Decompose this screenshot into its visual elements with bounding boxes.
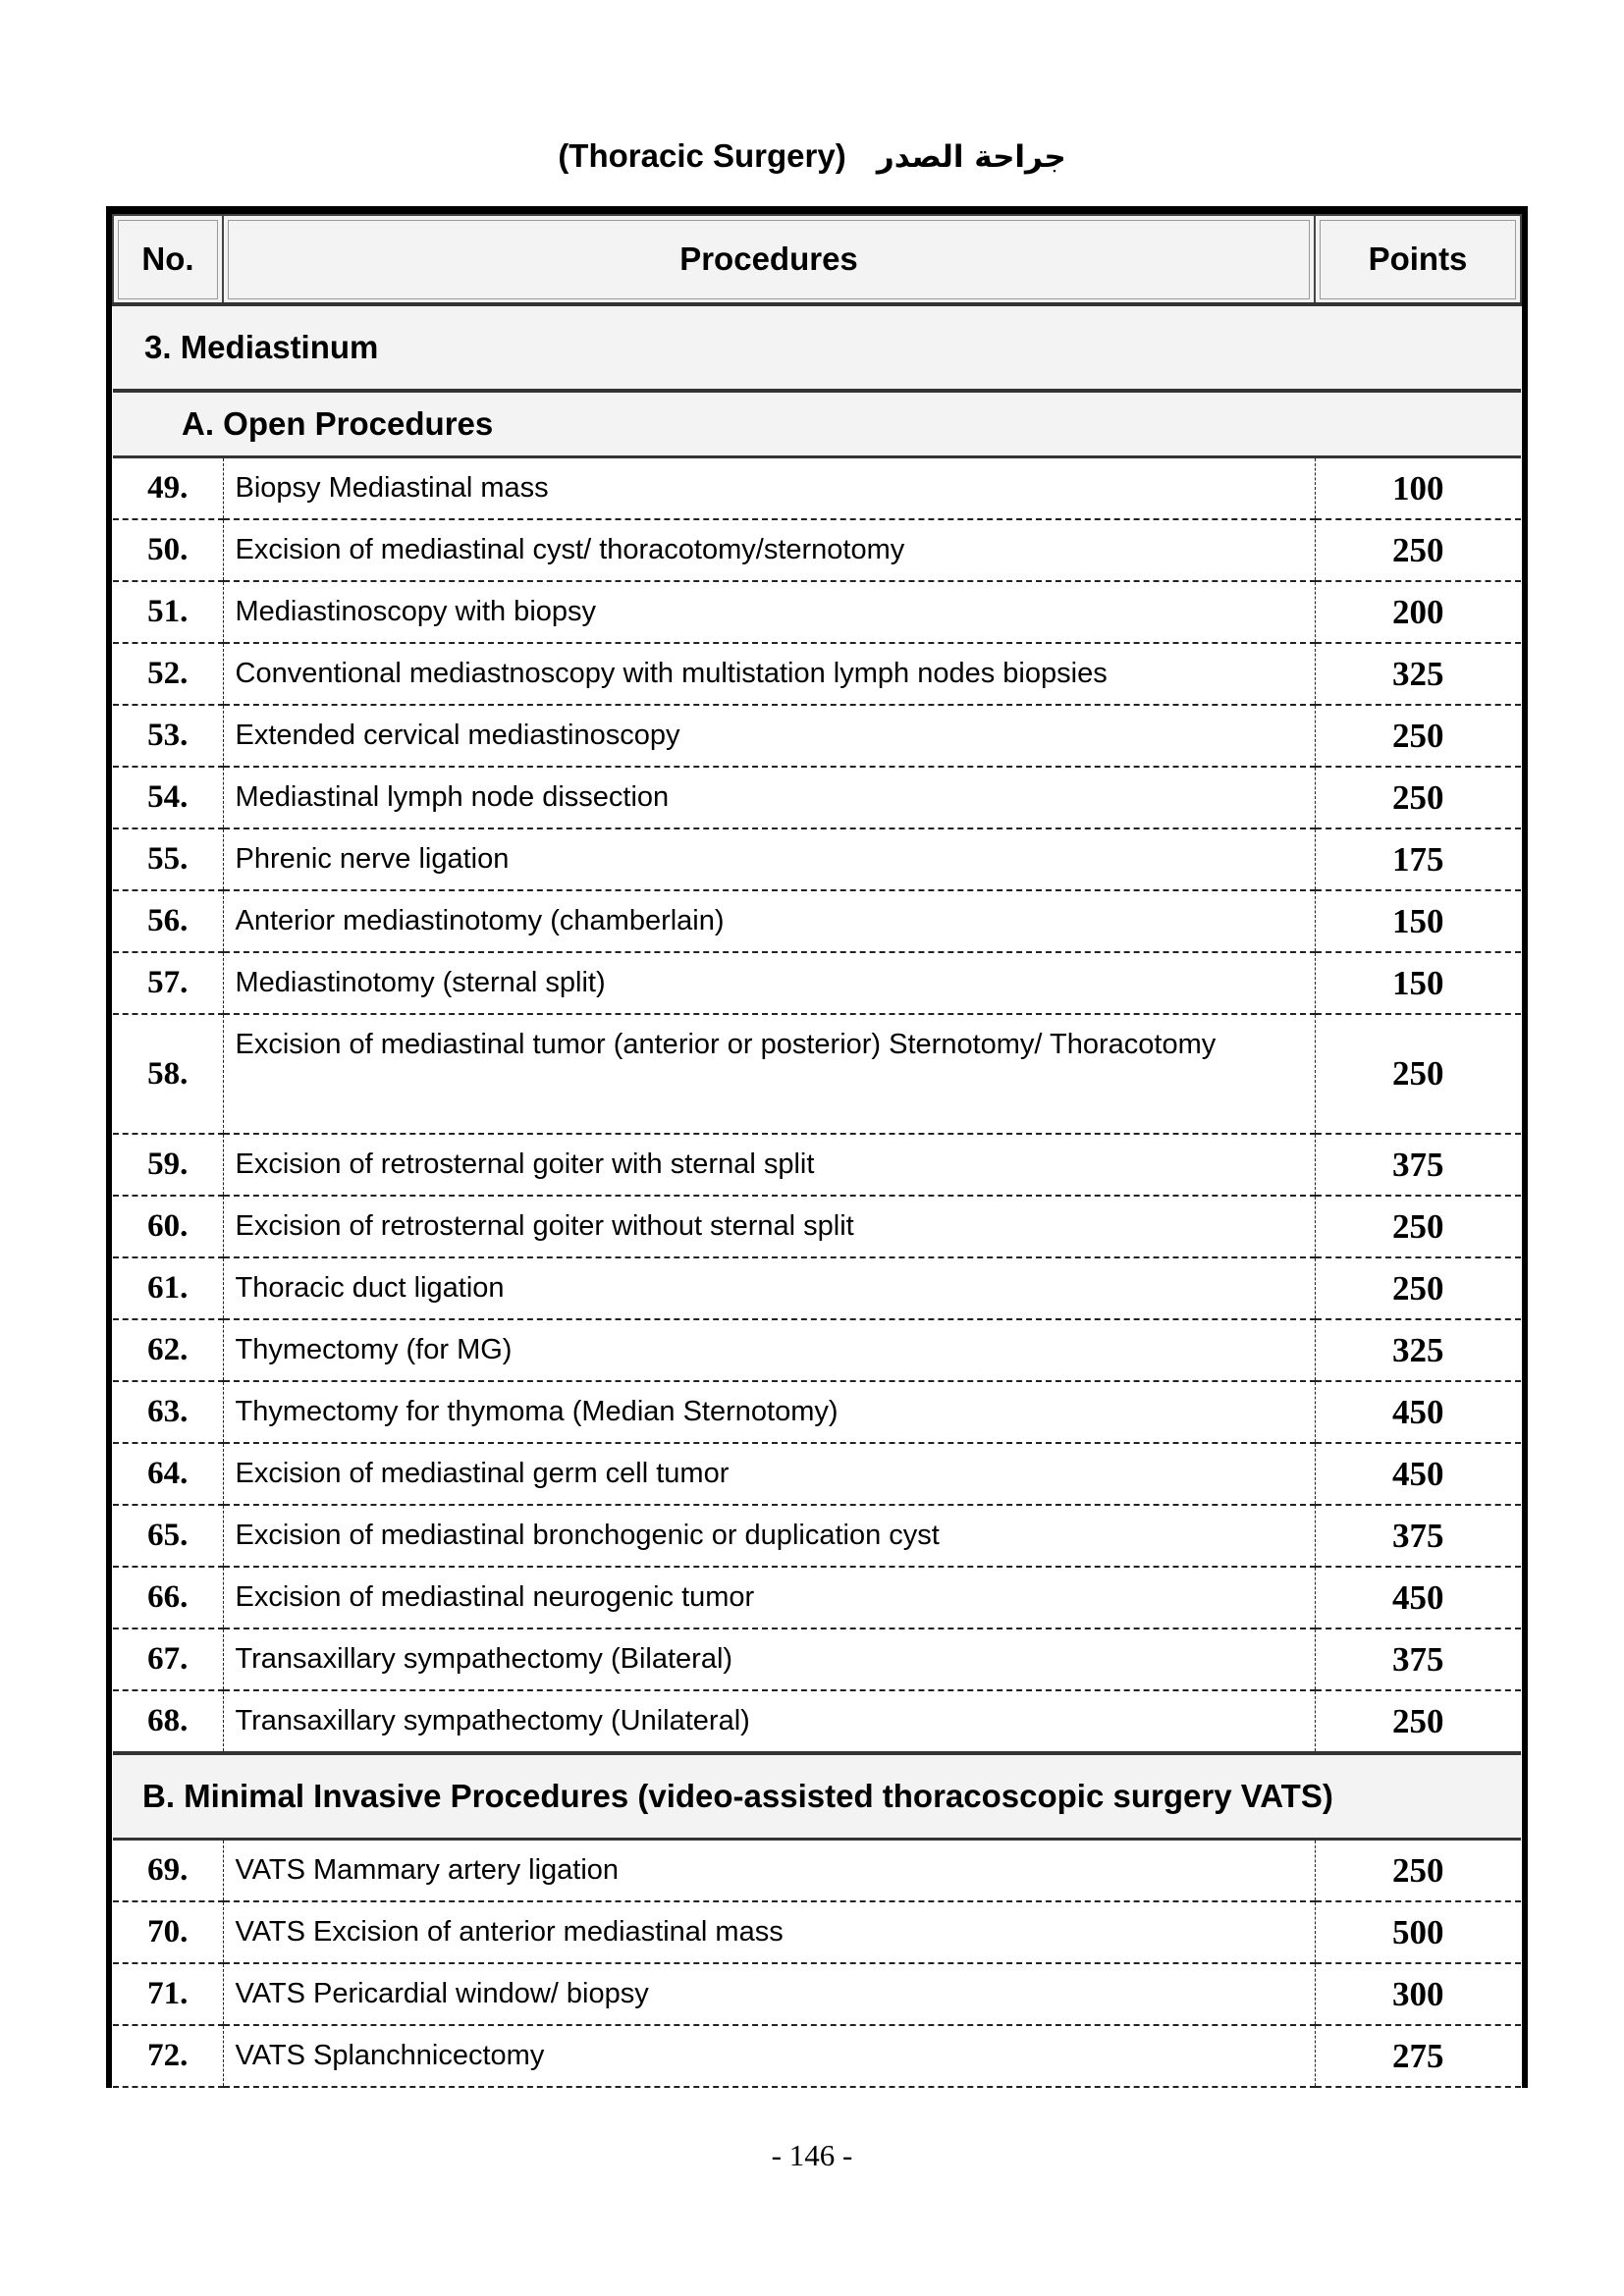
table-row bbox=[113, 1134, 1521, 1196]
row-number: 55. bbox=[113, 828, 223, 890]
procedure-name: Biopsy Mediastinal mass bbox=[223, 457, 1315, 520]
table-row bbox=[113, 828, 1521, 890]
procedure-points: 375 bbox=[1315, 1134, 1521, 1196]
procedure-points: 250 bbox=[1315, 519, 1521, 581]
procedure-name: Extended cervical mediastinoscopy bbox=[223, 705, 1315, 767]
procedure-name: Thymectomy for thymoma (Median Sternotomy) bbox=[223, 1381, 1315, 1443]
row-number: 68. bbox=[113, 1690, 223, 1753]
procedure-points: 375 bbox=[1315, 1629, 1521, 1690]
row-number: 57. bbox=[113, 952, 223, 1014]
row-number: 56. bbox=[113, 890, 223, 952]
procedure-points: 150 bbox=[1315, 890, 1521, 952]
procedure-name: Transaxillary sympathectomy (Bilateral) bbox=[223, 1629, 1315, 1690]
table-row bbox=[113, 1901, 1521, 1963]
procedure-points: 150 bbox=[1315, 952, 1521, 1014]
table-row bbox=[113, 705, 1521, 767]
procedure-name: Mediastinal lymph node dissection bbox=[223, 767, 1315, 828]
row-number: 50. bbox=[113, 519, 223, 581]
row-number: 53. bbox=[113, 705, 223, 767]
row-number: 70. bbox=[113, 1901, 223, 1963]
header-no: No. bbox=[113, 215, 223, 304]
table-row bbox=[113, 952, 1521, 1014]
page-number: - 146 - bbox=[771, 2138, 853, 2172]
row-number: 52. bbox=[113, 643, 223, 705]
procedure-points: 325 bbox=[1315, 1319, 1521, 1381]
table-header-row bbox=[113, 215, 1521, 304]
table-row bbox=[113, 1690, 1521, 1753]
table-row bbox=[113, 1505, 1521, 1567]
procedure-name: Thymectomy (for MG) bbox=[223, 1319, 1315, 1381]
row-number: 64. bbox=[113, 1443, 223, 1505]
procedure-name: VATS Mammary artery ligation bbox=[223, 1840, 1315, 1902]
procedure-points: 375 bbox=[1315, 1505, 1521, 1567]
procedures-table bbox=[106, 206, 1528, 2088]
procedure-name: Excision of retrosternal goiter with sternal split bbox=[223, 1134, 1315, 1196]
procedure-name: Excision of mediastinal cyst/ thoracotomy/sternotomy bbox=[223, 519, 1315, 581]
row-number: 69. bbox=[113, 1840, 223, 1902]
table-row bbox=[113, 1196, 1521, 1257]
table-row bbox=[113, 1014, 1521, 1134]
procedure-name: Anterior mediastinotomy (chamberlain) bbox=[223, 890, 1315, 952]
table-row bbox=[113, 1629, 1521, 1690]
table-row bbox=[113, 643, 1521, 705]
procedure-points: 450 bbox=[1315, 1567, 1521, 1629]
table-row bbox=[113, 457, 1521, 520]
procedure-points: 275 bbox=[1315, 2025, 1521, 2087]
procedure-points: 250 bbox=[1315, 1690, 1521, 1753]
row-number: 60. bbox=[113, 1196, 223, 1257]
table-row bbox=[113, 2025, 1521, 2087]
row-number: 61. bbox=[113, 1257, 223, 1319]
section-title: 3. Mediastinum bbox=[113, 304, 1521, 391]
procedure-name: Excision of mediastinal germ cell tumor bbox=[223, 1443, 1315, 1505]
procedure-name: Thoracic duct ligation bbox=[223, 1257, 1315, 1319]
table-row bbox=[113, 1840, 1521, 1902]
procedure-points: 200 bbox=[1315, 581, 1521, 643]
table-row bbox=[113, 1443, 1521, 1505]
title-english: (Thoracic Surgery) bbox=[558, 137, 846, 174]
table-row bbox=[113, 1319, 1521, 1381]
procedure-points: 500 bbox=[1315, 1901, 1521, 1963]
subsection-title-b: B. Minimal Invasive Procedures (video-assisted thoracoscopic surgery VATS) bbox=[113, 1753, 1521, 1840]
procedure-points: 250 bbox=[1315, 1840, 1521, 1902]
procedure-name: VATS Splanchnicectomy bbox=[223, 2025, 1315, 2087]
procedure-name: VATS Pericardial window/ biopsy bbox=[223, 1963, 1315, 2025]
procedure-name: VATS Excision of anterior mediastinal mass bbox=[223, 1901, 1315, 1963]
procedure-points: 175 bbox=[1315, 828, 1521, 890]
procedure-name: Transaxillary sympathectomy (Unilateral) bbox=[223, 1690, 1315, 1753]
row-number: 51. bbox=[113, 581, 223, 643]
table-row bbox=[113, 1963, 1521, 2025]
procedure-points: 450 bbox=[1315, 1381, 1521, 1443]
table-row bbox=[113, 1567, 1521, 1629]
procedure-name: Excision of retrosternal goiter without sternal split bbox=[223, 1196, 1315, 1257]
page-title bbox=[0, 137, 1624, 175]
procedure-name: Conventional mediastnoscopy with multistation lymph nodes biopsies bbox=[223, 643, 1315, 705]
procedure-name: Excision of mediastinal neurogenic tumor bbox=[223, 1567, 1315, 1629]
table-row bbox=[113, 1257, 1521, 1319]
title-arabic: جراحة الصدر bbox=[876, 139, 1066, 175]
procedure-name: Mediastinoscopy with biopsy bbox=[223, 581, 1315, 643]
procedure-points: 250 bbox=[1315, 767, 1521, 828]
procedure-points: 250 bbox=[1315, 705, 1521, 767]
subsection-title-a: A. Open Procedures bbox=[113, 391, 1521, 457]
procedure-points: 250 bbox=[1315, 1257, 1521, 1319]
procedure-name: Excision of mediastinal bronchogenic or duplication cyst bbox=[223, 1505, 1315, 1567]
row-number: 62. bbox=[113, 1319, 223, 1381]
subsection-row-b bbox=[113, 1753, 1521, 1840]
table-row bbox=[113, 890, 1521, 952]
procedure-name: Excision of mediastinal tumor (anterior or posterior) Sternotomy/ Thoracotomy bbox=[223, 1014, 1315, 1134]
procedure-name: Mediastinotomy (sternal split) bbox=[223, 952, 1315, 1014]
row-number: 67. bbox=[113, 1629, 223, 1690]
procedure-points: 100 bbox=[1315, 457, 1521, 520]
row-number: 59. bbox=[113, 1134, 223, 1196]
row-number: 58. bbox=[113, 1014, 223, 1134]
header-points: Points bbox=[1315, 215, 1521, 304]
row-number: 71. bbox=[113, 1963, 223, 2025]
procedure-points: 300 bbox=[1315, 1963, 1521, 2025]
row-number: 65. bbox=[113, 1505, 223, 1567]
table-row bbox=[113, 581, 1521, 643]
row-number: 72. bbox=[113, 2025, 223, 2087]
table-row bbox=[113, 767, 1521, 828]
section-row bbox=[113, 304, 1521, 391]
row-number: 66. bbox=[113, 1567, 223, 1629]
procedure-points: 250 bbox=[1315, 1014, 1521, 1134]
row-number: 49. bbox=[113, 457, 223, 520]
procedure-points: 250 bbox=[1315, 1196, 1521, 1257]
subsection-row-a bbox=[113, 391, 1521, 457]
row-number: 54. bbox=[113, 767, 223, 828]
header-procedures: Procedures bbox=[223, 215, 1315, 304]
procedure-points: 450 bbox=[1315, 1443, 1521, 1505]
table-row bbox=[113, 1381, 1521, 1443]
row-number: 63. bbox=[113, 1381, 223, 1443]
procedure-name: Phrenic nerve ligation bbox=[223, 828, 1315, 890]
table-row bbox=[113, 519, 1521, 581]
procedure-points: 325 bbox=[1315, 643, 1521, 705]
